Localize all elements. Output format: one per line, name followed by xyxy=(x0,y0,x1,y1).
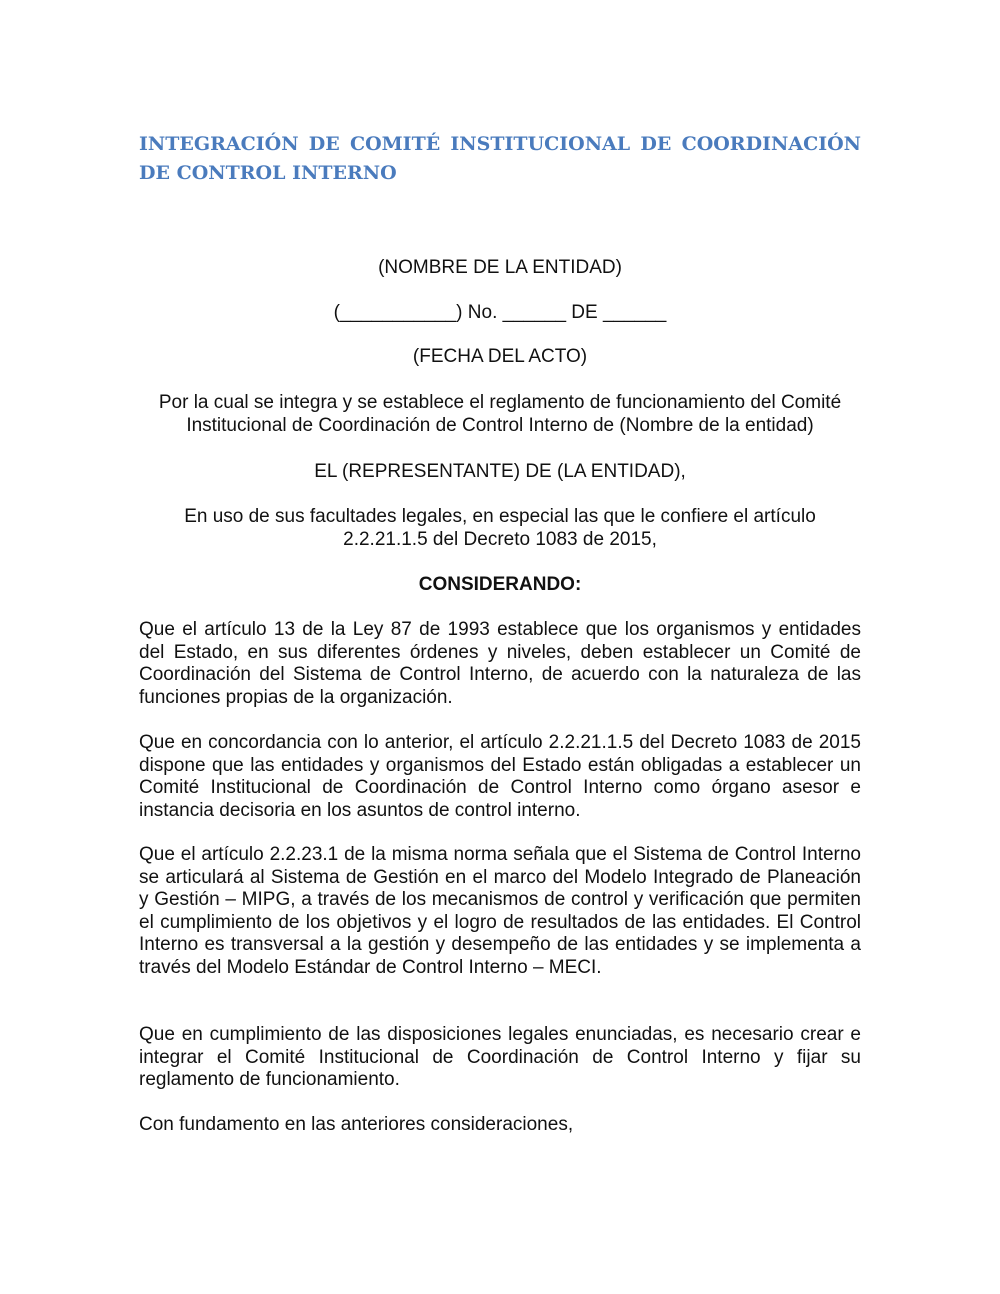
purpose-line: Institucional de Coordinación de Control Interno de (Nombre de la entidad) xyxy=(186,414,814,436)
paragraph: Que en concordancia con lo anterior, el artículo 2.2.21.1.5 del Decreto 1083 de 2015 dispone que las entidades y organismos del Estado están obligadas a establecer un Comité Institucional de Coordinación de Control Interno como órgano asesor e instancia decisoria en los asuntos de control interno. xyxy=(139,732,861,821)
closing-line: Con fundamento en las anteriores consideraciones, xyxy=(139,1114,574,1135)
paragraph: Que el artículo 2.2.23.1 de la misma norma señala que el Sistema de Control Interno se articulará al Sistema de Gestión en el marco del Modelo Integrado de Planeación y Gestión – MIPG, a través de los mecanismos de control y verificación que permiten el cumplimiento de los objetivos y el logro de resultados de las entidades. El Control Interno es transversal a la gestión y desempeño de las entidades y se implementa a través del Modelo Estándar de Control Interno – MECI. xyxy=(139,844,861,978)
act-date: (FECHA DEL ACTO) xyxy=(412,346,588,367)
act-number-line: (___________) No. ______ DE ______ xyxy=(333,302,667,323)
purpose-statement xyxy=(100,392,900,437)
faculties-statement xyxy=(100,506,900,551)
faculties-line: 2.2.21.1.5 del Decreto 1083 de 2015, xyxy=(343,528,657,550)
document-title: INTEGRACIÓN DE COMITÉ INSTITUCIONAL DE COORDINACIÓN DE CONTROL INTERNO xyxy=(139,133,861,184)
considering-heading: CONSIDERANDO: xyxy=(418,574,582,595)
representative-line: EL (REPRESENTANTE) DE (LA ENTIDAD), xyxy=(314,461,686,482)
paragraph: Que el artículo 13 de la Ley 87 de 1993 establece que los organismos y entidades del Estado, en sus diferentes órdenes y niveles, deben establecer un Comité de Coordinación del Sistema de Control Interno, de acuerdo con la naturaleza de las funciones propias de la organización. xyxy=(139,619,861,708)
faculties-line: En uso de sus facultades legales, en especial las que le confiere el artículo xyxy=(184,506,816,527)
entity-name: (NOMBRE DE LA ENTIDAD) xyxy=(378,257,622,278)
purpose-line: Por la cual se integra y se establece el reglamento de funcionamiento del Comité xyxy=(158,392,842,413)
paragraph: Que en cumplimiento de las disposiciones legales enunciadas, es necesario crear e integrar el Comité Institucional de Coordinación de Control Interno y fijar su reglamento de funcionamiento. xyxy=(139,1024,861,1090)
